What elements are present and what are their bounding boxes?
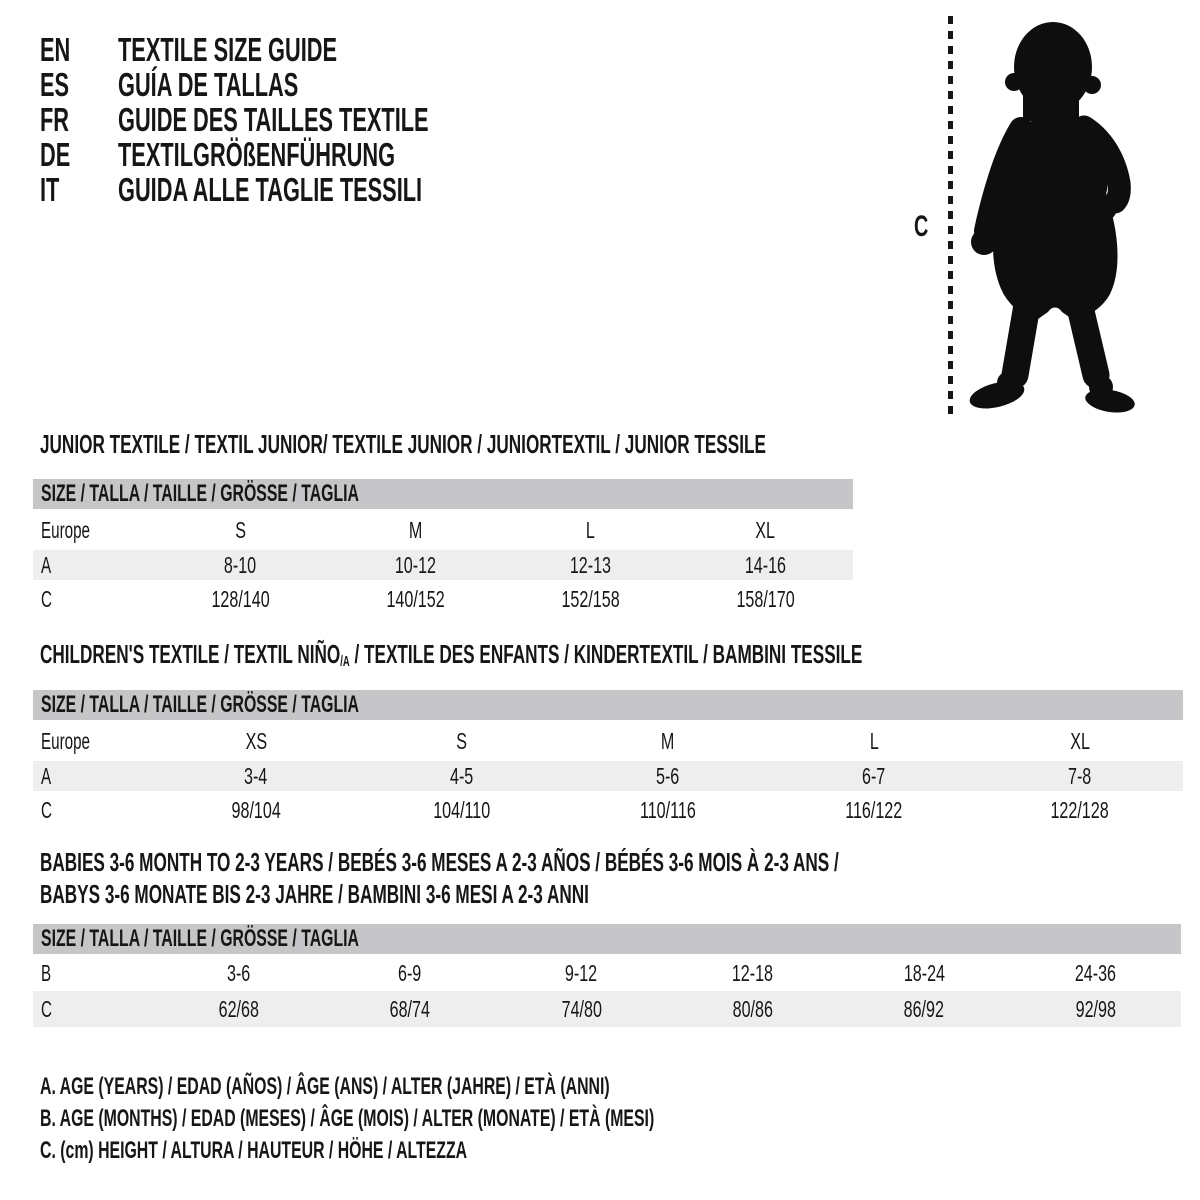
language-code: EN: [40, 30, 71, 68]
size-value: XL: [1070, 727, 1090, 754]
language-row: [40, 32, 589, 67]
cell-value: 152/158: [561, 585, 620, 612]
children-title-main: CHILDREN'S TEXTILE / TEXTIL NIÑO: [40, 639, 341, 669]
cell-value: 8-10: [224, 551, 257, 578]
size-cell: [503, 517, 678, 544]
size-value: L: [586, 516, 595, 543]
value-cell: [153, 960, 324, 987]
size-cell: [359, 728, 565, 755]
size-cell: [678, 517, 853, 544]
size-value: XL: [755, 516, 776, 543]
children-title-sub: /A: [340, 654, 350, 671]
silhouette-leg-right: [1080, 307, 1096, 375]
value-cell: [678, 586, 853, 613]
row-label-cell: [33, 728, 153, 755]
language-row: [40, 102, 589, 137]
size-header-bar: [33, 924, 1181, 954]
legend-line-b: [40, 1103, 971, 1135]
cell-value: 7-8: [1068, 762, 1092, 789]
size-value: S: [235, 516, 246, 543]
language-title: TEXTILE SIZE GUIDE: [118, 30, 338, 68]
cell-value: 3-6: [227, 959, 251, 986]
row-label: A: [41, 762, 52, 789]
babies-title-line2: BABYS 3-6 MONATE BIS 2-3 JAHRE / BAMBINI 3-6 MESI A 2-3 ANNI: [40, 879, 589, 909]
value-cell: [1010, 996, 1181, 1023]
section-title-children: [40, 639, 1200, 677]
size-header-bar: [33, 690, 1183, 720]
silhouette-hand-right: [1091, 195, 1117, 221]
table-row-europe: [33, 512, 853, 548]
language-title-list: [40, 32, 589, 207]
language-code: ES: [40, 65, 70, 103]
row-label-cell: [33, 797, 153, 824]
size-cell: [328, 517, 503, 544]
cell-value: 116/122: [845, 796, 903, 823]
value-cell: [324, 996, 495, 1023]
row-label: C: [41, 796, 52, 823]
table-row-height: [33, 793, 1183, 827]
cell-value: 68/74: [389, 995, 431, 1022]
size-value: L: [869, 727, 879, 754]
table-row-age: [33, 550, 853, 580]
row-label: C: [41, 995, 52, 1022]
section-title-junior: [40, 429, 1140, 459]
size-header-bar: [33, 479, 853, 509]
language-title: GUIDE DES TAILLES TEXTILE: [118, 100, 429, 138]
cell-value: 4-5: [450, 762, 474, 789]
value-cell: [503, 586, 678, 613]
silhouette-hand-left: [971, 229, 997, 255]
legend-text-b: B. AGE (MONTHS) / EDAD (MESES) / ÂGE (MOIS) / ALTER (MONATE) / ETÀ (MESI): [40, 1105, 655, 1132]
cell-value: 104/110: [433, 796, 491, 823]
row-label: A: [41, 551, 52, 578]
value-cell: [153, 552, 328, 579]
size-cell: [153, 517, 328, 544]
language-code: FR: [40, 100, 70, 138]
table-row-height: [33, 582, 853, 616]
row-label-cell: [33, 763, 153, 790]
cell-value: 3-4: [244, 762, 268, 789]
value-cell: [503, 552, 678, 579]
size-value: XS: [245, 727, 267, 754]
cell-value: 74/80: [561, 995, 602, 1022]
row-label: Europe: [41, 727, 90, 754]
value-cell: [153, 996, 324, 1023]
legend: [40, 1071, 971, 1167]
silhouette-shorts: [993, 205, 1118, 319]
size-header-label: SIZE / TALLA / TAILLE / GRÖSSE / TAGLIA: [41, 691, 359, 718]
cell-value: 110/116: [640, 796, 696, 823]
row-label-cell: [33, 996, 153, 1023]
cell-value: 158/170: [736, 585, 795, 612]
table-row-age: [33, 761, 1183, 791]
height-measure-label: [914, 210, 936, 244]
cell-value: 24-36: [1074, 959, 1116, 986]
value-cell: [565, 763, 771, 790]
babies-title-line2-wrap: [40, 878, 1200, 910]
value-cell: [1010, 960, 1181, 987]
cell-value: 5-6: [656, 762, 680, 789]
cell-value: 98/104: [231, 796, 281, 823]
size-value: S: [456, 727, 468, 754]
value-cell: [496, 960, 667, 987]
cell-value: 9-12: [565, 959, 598, 986]
row-label-cell: [33, 960, 153, 987]
language-title: GUIDA ALLE TAGLIE TESSILI: [118, 170, 423, 208]
row-label-cell: [33, 552, 153, 579]
value-cell: [153, 586, 328, 613]
babies-title-line1: BABIES 3-6 MONTH TO 2-3 YEARS / BEBÉS 3-6 MESES A 2-3 AÑOS / BÉBÉS 3-6 MOIS À 2-3 ANS /: [40, 847, 839, 877]
cell-value: 10-12: [394, 551, 437, 578]
value-cell: [838, 960, 1009, 987]
cell-value: 6-9: [398, 959, 422, 986]
value-cell: [565, 797, 771, 824]
height-measure-letter: C: [914, 210, 929, 243]
table-row-height: [33, 991, 1181, 1027]
toddler-silhouette: [963, 15, 1138, 420]
babies-title-line1-wrap: [40, 846, 1200, 878]
row-label-cell: [33, 586, 153, 613]
silhouette-ear-left: [1005, 73, 1023, 91]
height-measure-dashed-line: [948, 16, 953, 416]
row-label: C: [41, 585, 52, 612]
size-value: M: [661, 727, 675, 754]
legend-text-a: A. AGE (YEARS) / EDAD (AÑOS) / ÂGE (ANS) / ALTER (JAHRE) / ETÀ (ANNI): [40, 1073, 610, 1100]
junior-size-table: [33, 479, 853, 618]
cell-value: 62/68: [218, 995, 259, 1022]
cell-value: 6-7: [862, 762, 886, 789]
value-cell: [771, 797, 977, 824]
cell-value: 140/152: [386, 585, 445, 612]
value-cell: [678, 552, 853, 579]
value-cell: [977, 763, 1183, 790]
size-header-label: SIZE / TALLA / TAILLE / GRÖSSE / TAGLIA: [41, 925, 359, 952]
value-cell: [667, 960, 838, 987]
language-title: GUÍA DE TALLAS: [118, 65, 299, 103]
size-value: M: [408, 516, 423, 543]
value-cell: [324, 960, 495, 987]
value-cell: [153, 763, 359, 790]
cell-value: 122/128: [1050, 796, 1110, 823]
language-code: DE: [40, 135, 71, 173]
size-header-label: SIZE / TALLA / TAILLE / GRÖSSE / TAGLIA: [41, 480, 359, 507]
section-title-junior-text: JUNIOR TEXTILE / TEXTIL JUNIOR/ TEXTILE JUNIOR / JUNIORTEXTIL / JUNIOR TESSILE: [40, 429, 766, 459]
babies-size-table: [33, 924, 1181, 1029]
table-row-months: [33, 957, 1181, 989]
value-cell: [667, 996, 838, 1023]
children-size-table: [33, 690, 1183, 829]
value-cell: [977, 797, 1183, 824]
cell-value: 12-13: [569, 551, 612, 578]
cell-value: 18-24: [903, 959, 945, 986]
legend-line-c: [40, 1135, 971, 1167]
language-row: [40, 137, 589, 172]
value-cell: [328, 552, 503, 579]
legend-text-c: C. (cm) HEIGHT / ALTURA / HAUTEUR / HÖHE / ALTEZZA: [40, 1137, 468, 1164]
table-row-europe: [33, 723, 1183, 759]
value-cell: [328, 586, 503, 613]
size-cell: [977, 728, 1183, 755]
cell-value: 12-18: [732, 959, 774, 986]
row-label: B: [41, 959, 52, 986]
section-title-babies: [40, 846, 1200, 910]
language-title: TEXTILGRÖßENFÜHRUNG: [118, 135, 396, 173]
size-cell: [565, 728, 771, 755]
cell-value: 86/92: [903, 995, 945, 1022]
silhouette-leg-left: [1015, 305, 1027, 375]
value-cell: [771, 763, 977, 790]
children-title-rest: / TEXTILE DES ENFANTS / KINDERTEXTIL / BAMBINI TESSILE: [349, 639, 863, 669]
cell-value: 92/98: [1075, 995, 1116, 1022]
silhouette-ear-right: [1083, 76, 1101, 94]
row-label: Europe: [41, 516, 90, 543]
language-row: [40, 172, 589, 207]
value-cell: [359, 763, 565, 790]
size-cell: [771, 728, 977, 755]
section-title-children-text: [40, 639, 862, 677]
language-row: [40, 67, 589, 102]
cell-value: 14-16: [744, 551, 787, 578]
cell-value: 128/140: [211, 585, 270, 612]
size-cell: [153, 728, 359, 755]
value-cell: [496, 996, 667, 1023]
value-cell: [153, 797, 359, 824]
legend-line-a: [40, 1071, 971, 1103]
row-label-cell: [33, 517, 153, 544]
value-cell: [838, 996, 1009, 1023]
language-code: IT: [40, 170, 60, 208]
cell-value: 80/86: [732, 995, 773, 1022]
value-cell: [359, 797, 565, 824]
